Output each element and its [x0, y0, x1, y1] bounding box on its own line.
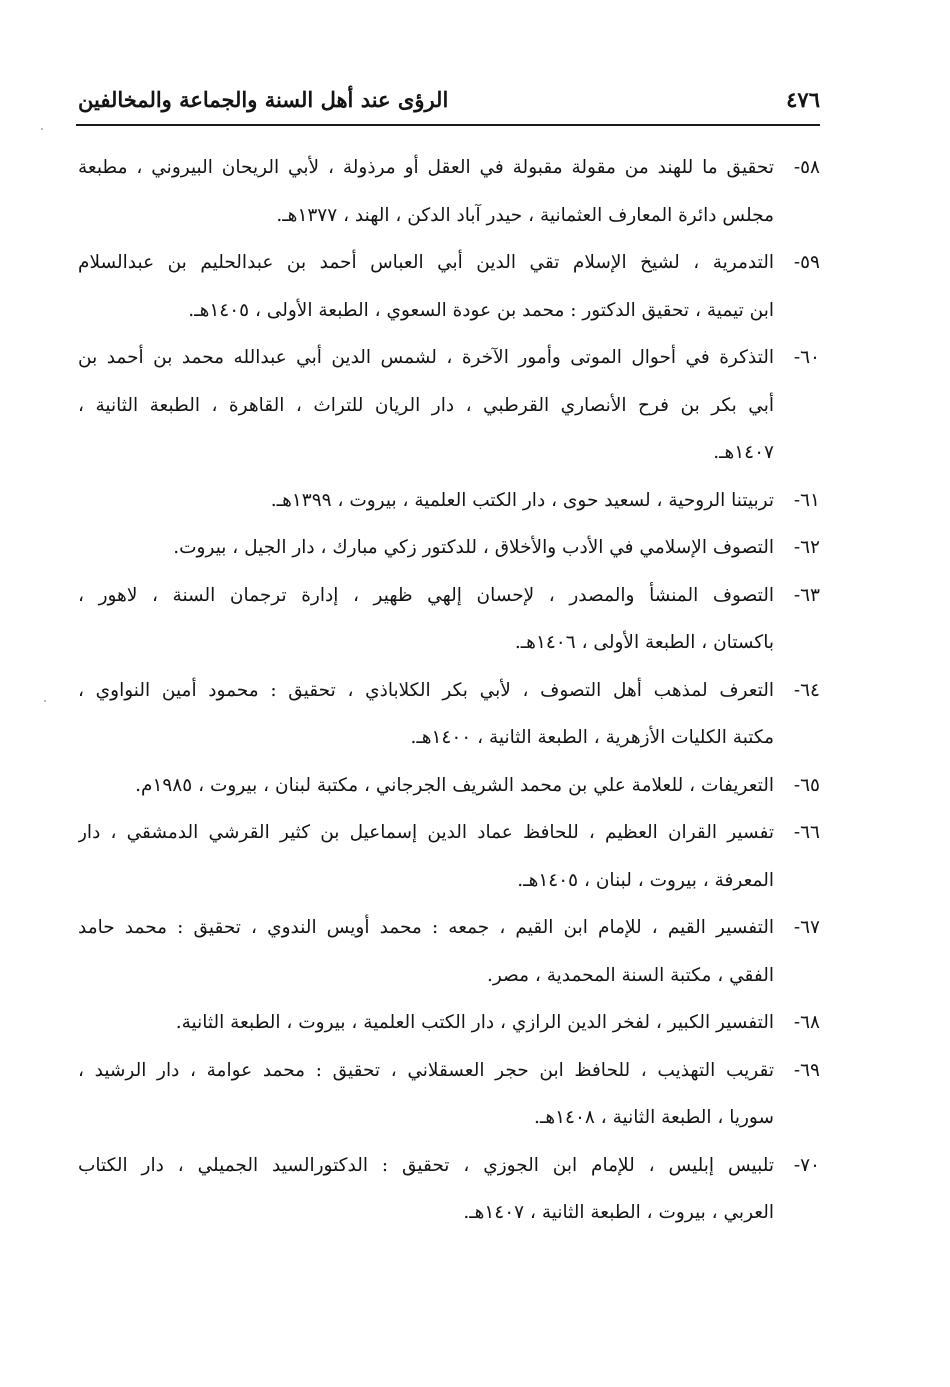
entry-line: التصوف المنشأ والمصدر ، لإحسان إلهي ظهير ، إدارة ترجمان السنة ، لاهور ، — [78, 584, 774, 606]
entry-number: ٦٧- — [793, 917, 820, 938]
entry-line: التعرف لمذهب أهل التصوف ، لأبي بكر الكلاباذي ، تحقيق : محمود أمين النواوي ، — [78, 679, 774, 701]
bibliography-entry — [78, 762, 820, 810]
entry-number: ٦٤- — [793, 679, 820, 701]
entry-text — [78, 477, 774, 525]
entry-line: مكتبة الكليات الأزهرية ، الطبعة الثانية ، ١٤٠٠هـ. — [410, 727, 774, 748]
entry-text — [78, 1047, 774, 1142]
entry-line: التدمرية ، لشيخ الإسلام تقي الدين أبي العباس أحمد بن عبدالحليم بن عبدالسلام — [78, 252, 774, 273]
header-rule — [76, 124, 820, 126]
entry-line: سوريا ، الطبعة الثانية ، ١٤٠٨هـ. — [534, 1107, 774, 1128]
entry-line: تقريب التهذيب ، للحافظ ابن حجر العسقلاني ، تحقيق : محمد عوامة ، دار الرشيد ، — [78, 1059, 774, 1081]
entry-text — [78, 1142, 774, 1237]
entry-line: تلبيس إبليس ، للإمام ابن الجوزي ، تحقيق : الدكتورالسيد الجميلي ، دار الكتاب — [78, 1154, 774, 1176]
entry-text — [78, 334, 774, 477]
entry-line: تربيتنا الروحية ، لسعيد حوى ، دار الكتب العلمية ، بيروت ، ١٣٩٩هـ. — [270, 489, 774, 511]
entry-line: باكستان ، الطبعة الأولى ، ١٤٠٦هـ. — [514, 632, 774, 653]
entry-number: ٧٠- — [793, 1154, 820, 1176]
entry-line: تحقيق ما للهند من مقولة مقبولة في العقل أو مرذولة ، لأبي الريحان البيروني ، مطبعة — [78, 157, 774, 178]
entry-number: ٦٥- — [793, 774, 820, 796]
bibliography-entry — [78, 477, 820, 525]
page-number: ٤٧٦ — [786, 86, 820, 112]
bibliography-entry — [78, 809, 820, 904]
entry-text — [78, 904, 774, 999]
entry-line: تفسير القران العظيم ، للحافظ عماد الدين إسماعيل بن كثير القرشي الدمشقي ، دار — [78, 822, 774, 843]
entry-line: العربي ، بيروت ، الطبعة الثانية ، ١٤٠٧هـ. — [463, 1202, 774, 1223]
bibliography-entry — [78, 524, 820, 572]
entry-line: التعريفات ، للعلامة علي بن محمد الشريف الجرجاني ، مكتبة لبنان ، بيروت ، ١٩٨٥م. — [135, 774, 774, 796]
entry-number: ٥٨- — [793, 157, 820, 178]
bibliography-entry — [78, 144, 820, 239]
entry-number: ٦٩- — [793, 1059, 820, 1081]
scan-speck — [44, 700, 46, 702]
entry-text — [78, 524, 774, 572]
bibliography-list — [78, 144, 820, 1237]
entry-line: ١٤٠٧هـ. — [713, 442, 774, 463]
entry-text — [78, 239, 774, 334]
entry-number: ٦٦- — [793, 822, 820, 843]
bibliography-entry — [78, 1142, 820, 1237]
entry-number: ٥٩- — [793, 252, 820, 273]
entry-line: التفسير الكبير ، لفخر الدين الرازي ، دار الكتب العلمية ، بيروت ، الطبعة الثانية. — [175, 1012, 774, 1033]
entry-number: ٦٨- — [793, 1012, 820, 1033]
entry-number: ٦١- — [793, 489, 820, 511]
entry-line: أبي بكر بن فرح الأنصاري القرطبي ، دار الريان للتراث ، القاهرة ، الطبعة الثانية ، — [78, 394, 774, 416]
entry-number: ٦٣- — [793, 584, 820, 606]
entry-text — [78, 144, 774, 239]
entry-text — [78, 999, 774, 1047]
scan-speck — [41, 128, 43, 130]
bibliography-entry — [78, 239, 820, 334]
page-header — [78, 82, 820, 116]
bibliography-entry — [78, 904, 820, 999]
bibliography-entry — [78, 1047, 820, 1142]
running-title: الرؤى عند أهل السنة والجماعة والمخالفين — [78, 86, 449, 112]
entry-line: الفقي ، مكتبة السنة المحمدية ، مصر. — [486, 964, 774, 986]
entry-text — [78, 667, 774, 762]
entry-line: التصوف الإسلامي في الأدب والأخلاق ، للدكتور زكي مبارك ، دار الجيل ، بيروت. — [173, 537, 774, 558]
bibliography-entry — [78, 667, 820, 762]
entry-number: ٦٠- — [793, 347, 820, 368]
bibliography-entry — [78, 999, 820, 1047]
entry-line: مجلس دائرة المعارف العثمانية ، حيدر آباد الدكن ، الهند ، ١٣٧٧هـ. — [276, 204, 774, 226]
bibliography-entry — [78, 334, 820, 477]
entry-text — [78, 809, 774, 904]
entry-line: المعرفة ، بيروت ، لبنان ، ١٤٠٥هـ. — [517, 869, 774, 891]
bibliography-entry — [78, 572, 820, 667]
entry-line: التفسير القيم ، للإمام ابن القيم ، جمعه : محمد أويس الندوي ، تحقيق : محمد حامد — [78, 917, 774, 938]
entry-line: التذكرة في أحوال الموتى وأمور الآخرة ، لشمس الدين أبي عبدالله محمد بن أحمد بن — [78, 347, 774, 368]
entry-number: ٦٢- — [793, 537, 820, 558]
entry-text — [78, 762, 774, 810]
entry-text — [78, 572, 774, 667]
entry-line: ابن تيمية ، تحقيق الدكتور : محمد بن عودة السعوي ، الطبعة الأولى ، ١٤٠٥هـ. — [188, 299, 774, 321]
